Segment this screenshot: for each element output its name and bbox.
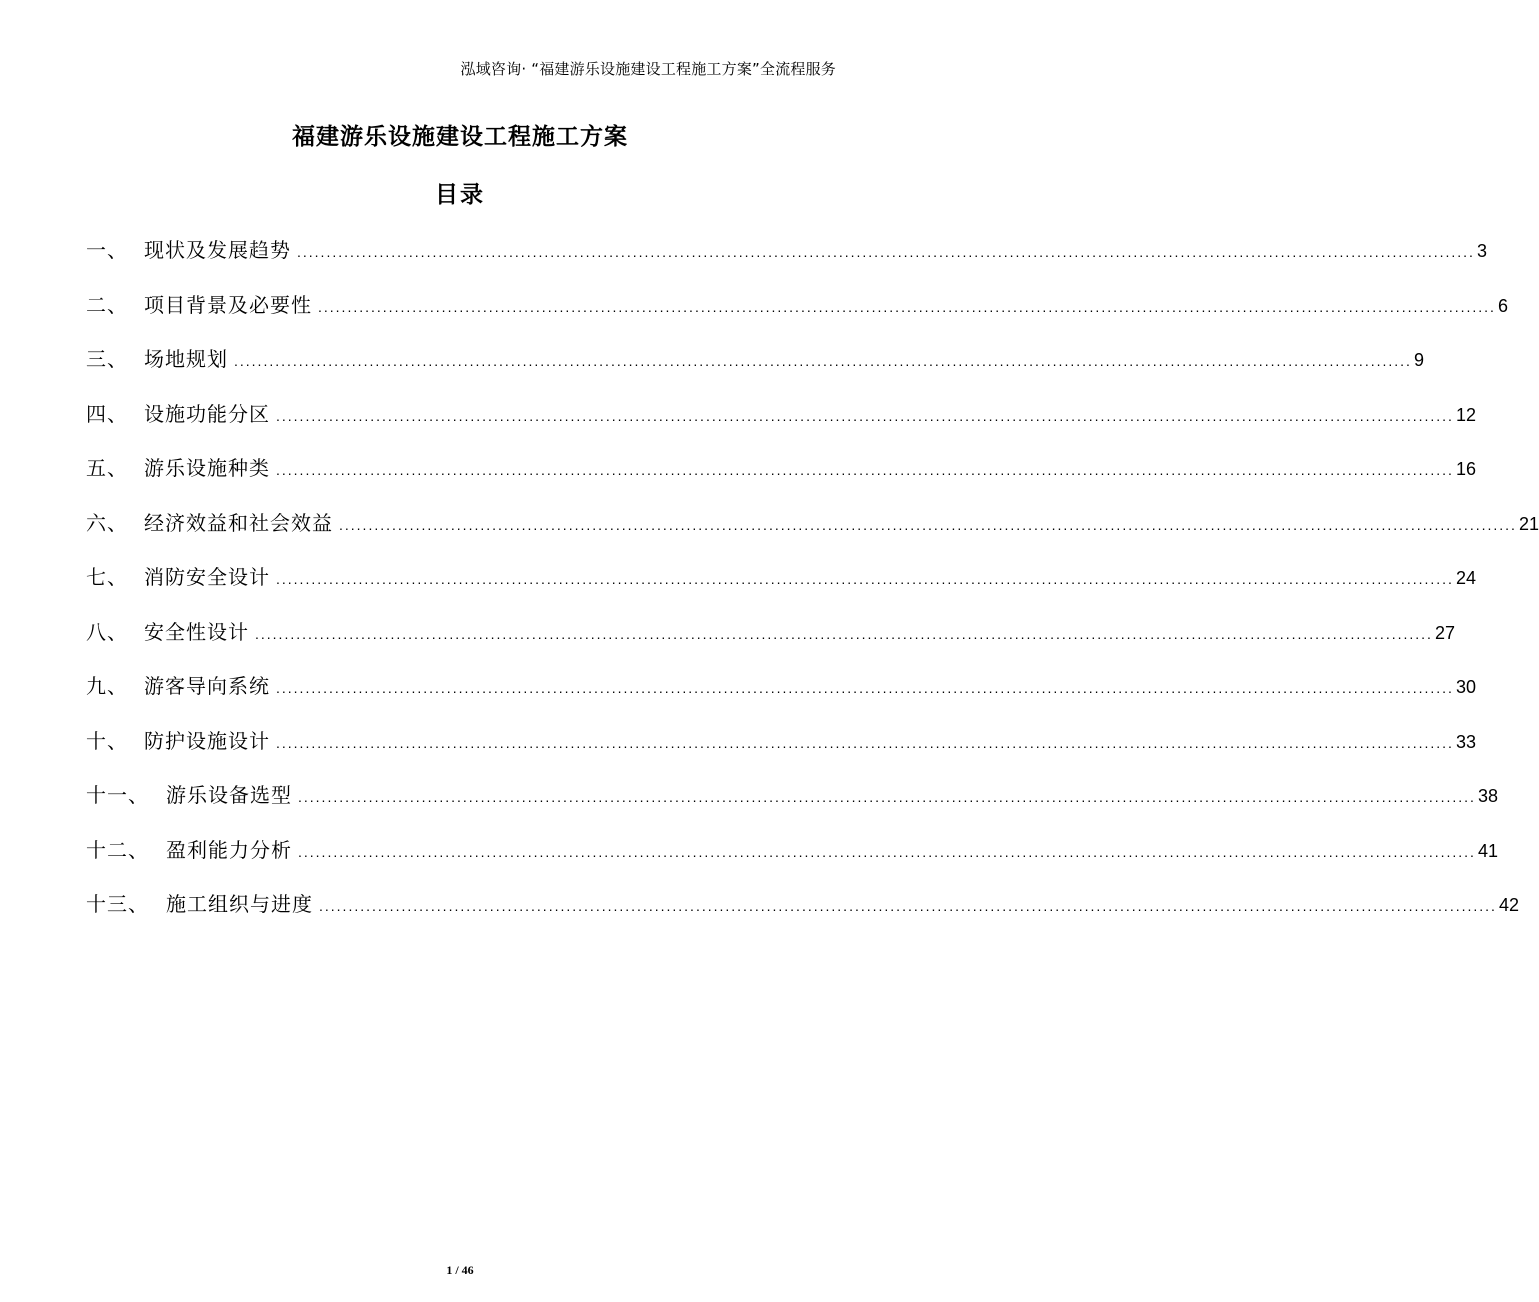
toc-dot-leader: ........................................................................................................................................................................................................ xyxy=(276,734,1454,751)
toc-dot-leader: ........................................................................................................................................................................................................ xyxy=(298,843,1476,860)
toc-entry-title: 游乐设备选型 xyxy=(166,783,292,807)
table-of-contents xyxy=(86,234,1539,943)
toc-dot-leader: ........................................................................................................................................................................................................ xyxy=(319,898,1497,914)
toc-dot-leader: ........................................................................................................................................................................................................ xyxy=(255,625,1433,642)
toc-entry[interactable] xyxy=(86,725,1476,780)
toc-entry-title: 盈利能力分析 xyxy=(166,837,292,862)
toc-dot-leader: ........................................................................................................................................................................................................ xyxy=(298,789,1476,805)
toc-dot-leader: ........................................................................................................................................................................................................ xyxy=(276,571,1454,587)
toc-entry-title: 现状及发展趋势 xyxy=(144,238,291,262)
toc-entry-number: 七、 xyxy=(86,565,128,589)
toc-entry-page: 42 xyxy=(1498,895,1519,915)
toc-entry-page: 27 xyxy=(1434,622,1455,643)
toc-heading: 目录 xyxy=(435,182,485,208)
toc-entry-number: 五、 xyxy=(86,456,128,480)
toc-dot-leader: ........................................................................................................................................................................................................ xyxy=(276,462,1454,478)
toc-entry-page: 16 xyxy=(1455,459,1476,479)
toc-entry-page: 24 xyxy=(1455,568,1476,588)
document-title: 福建游乐设施建设工程施工方案 xyxy=(292,124,628,150)
toc-entry[interactable] xyxy=(86,561,1476,616)
toc-dot-leader: ........................................................................................................................................................................................................ xyxy=(276,680,1454,696)
toc-entry-page: 21 xyxy=(1518,513,1539,534)
running-header: 泓域咨询· “福建游乐设施建设工程施工方案”全流程服务 xyxy=(460,60,836,78)
toc-entry-page: 33 xyxy=(1455,731,1476,752)
toc-entry-number: 四、 xyxy=(86,401,128,426)
toc-entry-title: 游乐设施种类 xyxy=(144,456,270,480)
toc-dot-leader: ........................................................................................................................................................................................................ xyxy=(297,244,1475,260)
toc-entry[interactable] xyxy=(86,670,1476,725)
toc-entry-number: 二、 xyxy=(86,292,128,317)
toc-entry-number: 十二、 xyxy=(86,837,149,862)
toc-entry[interactable] xyxy=(86,779,1498,834)
toc-entry-page: 12 xyxy=(1455,404,1476,425)
toc-entry-number: 三、 xyxy=(86,347,128,371)
toc-entry-title: 设施功能分区 xyxy=(144,401,270,426)
toc-entry-number: 六、 xyxy=(86,510,128,535)
toc-entry-title: 施工组织与进度 xyxy=(166,892,313,916)
toc-entry-number: 一、 xyxy=(86,238,128,262)
toc-entry-title: 防护设施设计 xyxy=(144,728,270,753)
toc-entry[interactable] xyxy=(86,834,1498,889)
toc-dot-leader: ........................................................................................................................................................................................................ xyxy=(234,353,1412,369)
toc-dot-leader: ........................................................................................................................................................................................................ xyxy=(318,298,1496,315)
toc-entry-title: 经济效益和社会效益 xyxy=(144,510,333,535)
toc-entry-page: 30 xyxy=(1455,677,1476,697)
page-number-footer: 1 / 46 xyxy=(446,1263,474,1277)
toc-entry[interactable] xyxy=(86,888,1519,943)
toc-entry[interactable] xyxy=(86,398,1476,453)
toc-entry-number: 十、 xyxy=(86,728,128,753)
toc-entry-title: 消防安全设计 xyxy=(144,565,270,589)
toc-entry-title: 场地规划 xyxy=(144,347,228,371)
toc-entry-number: 十一、 xyxy=(86,783,149,807)
toc-entry-number: 八、 xyxy=(86,619,128,644)
toc-entry-title: 游客导向系统 xyxy=(144,674,270,698)
toc-entry[interactable] xyxy=(86,507,1539,562)
toc-entry-page: 41 xyxy=(1477,840,1498,861)
toc-entry-title: 项目背景及必要性 xyxy=(144,292,312,317)
toc-entry-page: 38 xyxy=(1477,786,1498,806)
toc-entry-page: 6 xyxy=(1497,295,1508,316)
toc-entry-page: 3 xyxy=(1476,241,1487,261)
toc-entry[interactable] xyxy=(86,343,1424,398)
toc-entry[interactable] xyxy=(86,289,1508,344)
toc-entry-title: 安全性设计 xyxy=(144,619,249,644)
toc-entry[interactable] xyxy=(86,616,1455,671)
toc-entry[interactable] xyxy=(86,452,1476,507)
toc-entry[interactable] xyxy=(86,234,1487,289)
toc-dot-leader: ........................................................................................................................................................................................................ xyxy=(339,516,1517,533)
toc-dot-leader: ........................................................................................................................................................................................................ xyxy=(276,407,1454,424)
toc-entry-page: 9 xyxy=(1413,350,1424,370)
toc-entry-number: 九、 xyxy=(86,674,128,698)
toc-entry-number: 十三、 xyxy=(86,892,149,916)
